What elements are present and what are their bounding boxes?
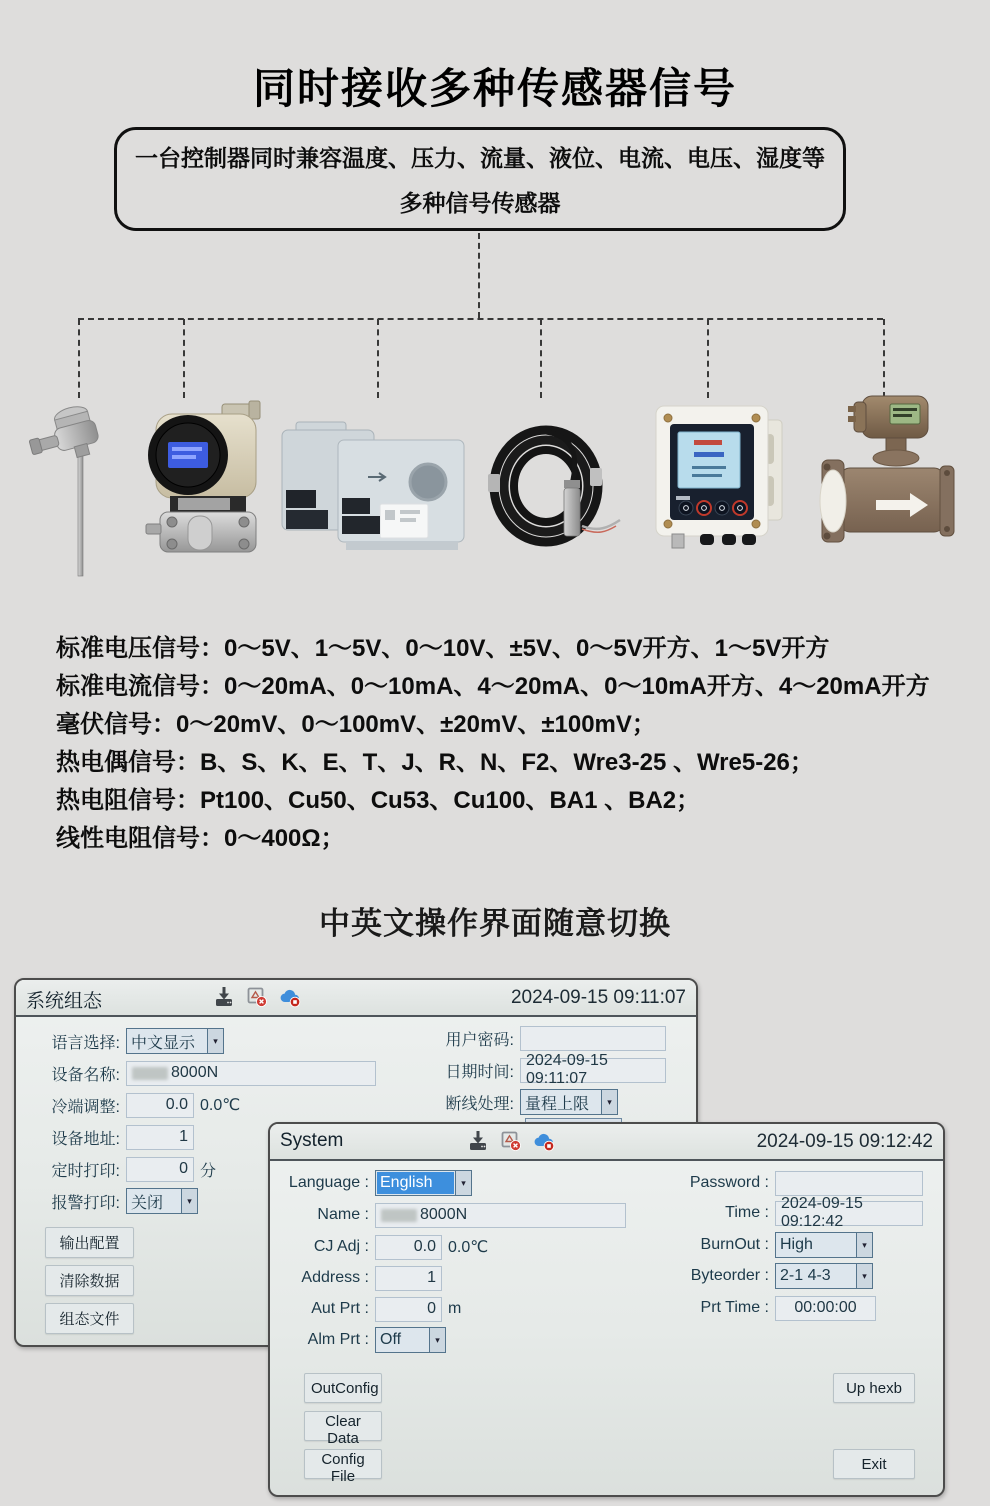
field-label: 设备地址:	[51, 1130, 120, 1148]
device-name-input[interactable]: 8000N	[126, 1061, 376, 1086]
chevron-down-icon[interactable]: ▾	[429, 1328, 445, 1352]
field-label: 断线处理:	[445, 1095, 514, 1113]
line-break-select[interactable]: 量程上限 ▾	[520, 1089, 618, 1115]
field-password	[654, 1170, 923, 1196]
connector-drop-1	[78, 319, 80, 398]
panel-cn-header	[16, 980, 696, 1017]
wall-mount-controller-image	[642, 398, 792, 550]
language-select[interactable]: English ▾	[375, 1170, 472, 1196]
current-transformers-image	[276, 420, 474, 556]
field-label: 定时打印:	[51, 1162, 120, 1180]
field-cold-junction	[24, 1092, 240, 1118]
signal-line: 热电偶信号：B、S、K、E、T、J、R、N、F2、Wre3-25 、Wre5-26；	[56, 749, 814, 776]
time-input[interactable]: 2024-09-15 09:12:42	[775, 1201, 923, 1226]
connector-bar	[78, 318, 883, 320]
field-suffix: 分	[200, 1162, 217, 1180]
prt-time-input[interactable]: 00:00:00	[775, 1296, 876, 1321]
page-title: 同时接收多种传感器信号	[252, 65, 737, 112]
field-label: Aut Prt :	[311, 1300, 369, 1317]
field-alm-prt	[274, 1327, 446, 1353]
address-input[interactable]: 1	[126, 1125, 194, 1150]
save-to-disk-icon[interactable]	[212, 985, 236, 1009]
panel-cn-toolbar	[212, 985, 302, 1009]
field-label: 语言选择:	[51, 1034, 120, 1052]
field-label: Time :	[725, 1204, 769, 1221]
cj-adj-input[interactable]: 0.0	[375, 1235, 442, 1260]
up-hexb-button[interactable]: Up hexb	[833, 1373, 915, 1403]
field-aut-prt	[274, 1296, 461, 1322]
alm-prt-select[interactable]: Off ▾	[375, 1327, 446, 1353]
connector-stem	[478, 233, 480, 318]
field-suffix: 0.0℃	[200, 1097, 241, 1114]
aut-prt-input[interactable]: 0	[375, 1297, 442, 1322]
chevron-down-icon[interactable]: ▾	[856, 1233, 872, 1257]
out-config-button[interactable]: OutConfig	[304, 1373, 382, 1403]
record-error-icon[interactable]	[499, 1129, 523, 1153]
record-error-icon[interactable]	[245, 985, 269, 1009]
field-label: Name :	[317, 1206, 369, 1223]
language-select[interactable]: 中文显示 ▾	[126, 1028, 224, 1054]
connector-drop-2	[183, 319, 185, 398]
connector-drop-6	[883, 319, 885, 398]
panel-cn-datetime: 2024-09-15 09:11:07	[510, 987, 686, 1008]
field-language	[24, 1028, 224, 1054]
field-label: Password :	[689, 1174, 769, 1191]
save-to-disk-icon[interactable]	[466, 1129, 490, 1153]
field-device-name	[24, 1060, 376, 1086]
chevron-down-icon[interactable]: ▾	[601, 1090, 617, 1114]
field-label: 日期时间:	[445, 1063, 514, 1081]
intro-line-1: 一台控制器同时兼容温度、压力、流量、液位、电流、电压、湿度等	[135, 145, 825, 171]
field-label: Language :	[288, 1174, 369, 1191]
connector-drop-5	[707, 319, 709, 398]
thermocouple-sensor-image	[28, 402, 124, 584]
field-line-break	[436, 1089, 618, 1115]
burnout-select[interactable]: High ▾	[775, 1232, 873, 1258]
panel-en-header	[270, 1124, 943, 1161]
field-label: CJ Adj :	[313, 1238, 369, 1255]
signal-list	[56, 630, 930, 858]
field-alarm-print	[24, 1188, 198, 1214]
level-sensor-cable-image	[480, 408, 632, 560]
field-label: 设备名称:	[51, 1066, 120, 1084]
signal-line: 标准电流信号：0～20mA、0～10mA、4～20mA、0～10mA开方、4～20mA开方	[56, 673, 930, 700]
field-name	[274, 1202, 626, 1228]
section-title: 中英文操作界面随意切换	[319, 906, 671, 941]
field-label: 报警打印:	[51, 1194, 120, 1212]
byteorder-select[interactable]: 2-1 4-3 ▾	[775, 1263, 873, 1289]
field-address	[274, 1265, 442, 1291]
field-label: Byteorder :	[690, 1267, 769, 1284]
cloud-disabled-icon[interactable]	[532, 1129, 556, 1153]
field-prt-time	[654, 1295, 876, 1321]
signal-line: 标准电压信号：0～5V、1～5V、0～10V、±5V、0～5V开方、1～5V开方	[56, 635, 830, 662]
clear-data-button[interactable]: Clear Data	[304, 1411, 382, 1441]
field-time	[654, 1195, 923, 1230]
signal-line: 热电阻信号：Pt100、Cu50、Cu53、Cu100、BA1 、BA2；	[56, 787, 701, 814]
chevron-down-icon[interactable]: ▾	[207, 1029, 223, 1053]
field-burnout	[654, 1232, 873, 1258]
field-label: Address :	[301, 1269, 369, 1286]
panel-en-title: System	[280, 1130, 344, 1151]
cloud-disabled-icon[interactable]	[278, 985, 302, 1009]
connector-drop-3	[377, 319, 379, 398]
panel-en-datetime: 2024-09-15 09:12:42	[756, 1131, 933, 1152]
signal-line: 线性电阻信号：0～400Ω；	[56, 825, 345, 852]
field-suffix: m	[448, 1300, 462, 1317]
field-suffix: 0.0℃	[448, 1239, 489, 1256]
field-label: Alm Prt :	[307, 1331, 369, 1348]
panel-en-toolbar	[466, 1129, 556, 1153]
field-label: BurnOut :	[700, 1236, 769, 1253]
signal-line: 毫伏信号：0～20mV、0～100mV、±20mV、±100mV；	[56, 711, 656, 738]
field-byteorder	[654, 1263, 873, 1289]
output-config-button[interactable]: 输出配置	[45, 1227, 134, 1258]
cold-junction-input[interactable]: 0.0	[126, 1093, 194, 1118]
intro-box	[114, 127, 846, 231]
field-label: 冷端调整:	[51, 1098, 120, 1116]
config-file-button[interactable]: Config File	[304, 1449, 382, 1479]
field-label: 用户密码:	[445, 1031, 514, 1049]
field-cj-adj	[274, 1234, 488, 1260]
chevron-down-icon[interactable]: ▾	[455, 1171, 471, 1195]
intro-line-2: 多种信号传感器	[399, 190, 561, 216]
address-input[interactable]: 1	[375, 1266, 442, 1291]
panel-cn-title: 系统组态	[26, 991, 103, 1012]
name-input[interactable]: 8000N	[375, 1203, 626, 1228]
field-timed-print	[24, 1156, 216, 1182]
clear-data-button[interactable]: 清除数据	[45, 1265, 134, 1296]
password-input[interactable]	[520, 1026, 666, 1051]
chevron-down-icon[interactable]: ▾	[181, 1189, 197, 1213]
exit-button[interactable]: Exit	[833, 1449, 915, 1479]
field-datetime	[436, 1052, 666, 1087]
password-input[interactable]	[775, 1171, 923, 1196]
datetime-input[interactable]: 2024-09-15 09:11:07	[520, 1058, 666, 1083]
connector-drop-4	[540, 319, 542, 398]
field-password	[436, 1025, 666, 1051]
electromagnetic-flowmeter-image	[806, 388, 956, 566]
field-address	[24, 1124, 194, 1150]
timed-print-input[interactable]: 0	[126, 1157, 194, 1182]
pressure-transmitter-image	[126, 398, 272, 568]
chevron-down-icon[interactable]: ▾	[856, 1264, 872, 1288]
field-language	[274, 1170, 472, 1196]
panel-system-config-en	[268, 1122, 945, 1497]
alarm-print-select[interactable]: 关闭 ▾	[126, 1188, 198, 1214]
config-file-button[interactable]: 组态文件	[45, 1303, 134, 1334]
field-label: Prt Time :	[700, 1299, 769, 1316]
redacted-brand	[132, 1067, 168, 1080]
redacted-brand	[381, 1209, 417, 1222]
